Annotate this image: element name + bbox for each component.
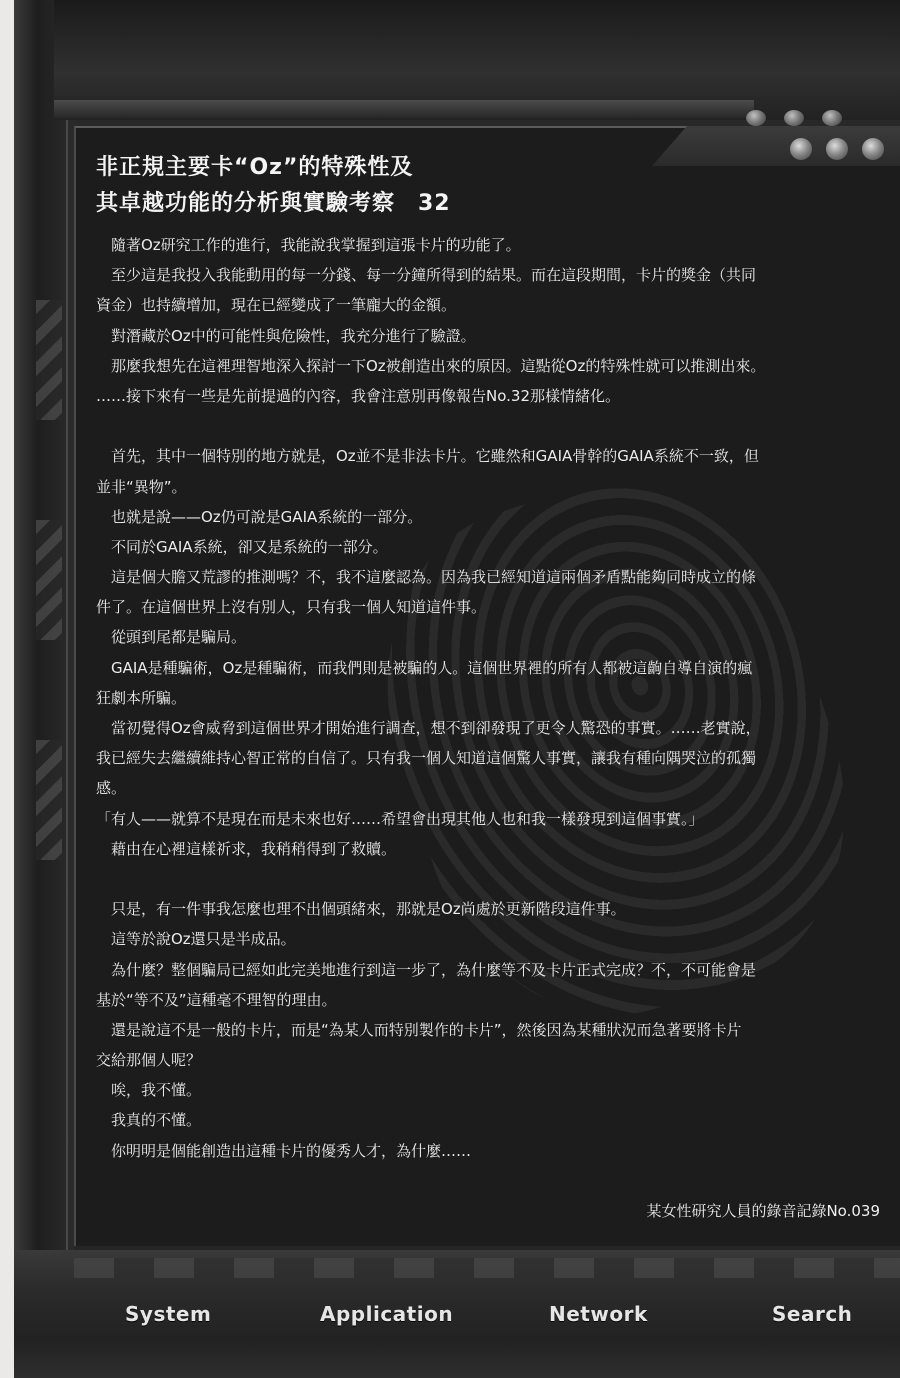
header-bevel	[54, 100, 754, 118]
paragraph-line: 我已經失去繼續維持心智正常的自信了。只有我一個人知道這個驚人事實，讓我有種向隅哭泣的孤獨	[96, 749, 757, 768]
decorative-stripe	[36, 520, 62, 640]
nav-search-button[interactable]: Search	[772, 1302, 853, 1326]
paragraph-line: 對潛藏於Oz中的可能性與危險性，我充分進行了驗證。	[96, 326, 476, 345]
indicator-light-icon	[790, 138, 812, 160]
indicator-light-icon	[826, 138, 848, 160]
paragraph-gap	[96, 864, 896, 894]
paragraph-line: 隨著Oz研究工作的進行，我能說我掌握到這張卡片的功能了。	[96, 236, 521, 254]
paragraph-line: 「有人——就算不是現在而是未來也好……希望會出現其他人也和我一樣發現到這個事實。」	[96, 809, 704, 828]
paragraph-line: 當初覺得Oz會威脅到這個世界才開始進行調查，想不到卻發現了更令人驚恐的事實。……老實說，	[96, 719, 761, 737]
body-text	[96, 230, 896, 1166]
paragraph-line: 只是，有一件事我怎麼也理不出個頭緒來，那就是Oz尚處於更新階段這件事。	[96, 900, 626, 919]
spine-line	[66, 0, 68, 1378]
page	[14, 0, 900, 1378]
indicator-light-icon	[746, 110, 766, 126]
paragraph-line: 件了。在這個世界上沒有別人，只有我一個人知道這件事。	[96, 598, 487, 617]
paragraph-line: 不同於GAIA系統，卻又是系統的一部分。	[96, 537, 388, 556]
paragraph-line: 唉，我不懂。	[96, 1081, 202, 1100]
nav-system-button[interactable]: System	[125, 1302, 212, 1326]
decorative-stripe	[36, 740, 62, 860]
nav-network-button[interactable]: Network	[549, 1302, 648, 1326]
page-title-line-2: 其卓越功能的分析與實驗考察 32	[96, 191, 451, 216]
indicator-light-icon	[862, 138, 884, 160]
signature: 某女性研究人員的錄音記錄No.039	[646, 1202, 880, 1220]
paragraph-line: 藉由在心裡這樣祈求，我稍稍得到了救贖。	[96, 839, 397, 858]
paragraph-line: 狂劇本所騙。	[96, 688, 187, 707]
paragraph-line: 為什麼？整個騙局已經如此完美地進行到這一步了，為什麼等不及卡片正式完成？不，不可能會是	[96, 960, 757, 979]
paragraph-line: 這等於說Oz還只是半成品。	[96, 930, 296, 949]
bottom-ridge	[74, 1258, 900, 1278]
paragraph-line: 這是個大膽又荒謬的推測嗎？不，我不這麼認為。因為我已經知道這兩個矛盾點能夠同時成立的條	[96, 568, 757, 587]
paragraph-line: 你明明是個能創造出這種卡片的優秀人才，為什麼……	[96, 1141, 472, 1160]
paragraph-line: 我真的不懂。	[96, 1111, 202, 1130]
paragraph-line: 也就是說——Oz仍可說是GAIA系統的一部分。	[96, 507, 423, 526]
indicator-light-icon	[822, 110, 842, 126]
paragraph-line: 至少這是我投入我能動用的每一分錢、每一分鐘所得到的結果。而在這段期間，卡片的獎金（共同	[96, 266, 757, 285]
paragraph-line: GAIA是種騙術，Oz是種騙術，而我們則是被騙的人。這個世界裡的所有人都被這齣自導自演的瘋	[96, 658, 753, 677]
spine	[14, 0, 74, 1378]
paragraph-gap	[96, 411, 896, 441]
paragraph-line: 還是說這不是一般的卡片，而是“為某人而特別製作的卡片”，然後因為某種狀況而急著要將卡片	[96, 1020, 742, 1039]
page-title-line-1: 非正規主要卡“Oz”的特殊性及	[96, 155, 414, 180]
paragraph-line: 資金）也持續增加，現在已經變成了一筆龐大的金額。	[96, 296, 457, 315]
paragraph-line: 感。	[96, 779, 127, 798]
paragraph-line: 從頭到尾都是騙局。	[96, 628, 247, 647]
paragraph-line: 那麼我想先在這裡理智地深入探討一下Oz被創造出來的原因。這點從Oz的特殊性就可以推測出來。	[96, 356, 766, 375]
decorative-stripe	[36, 300, 62, 420]
nav-application-button[interactable]: Application	[320, 1302, 454, 1326]
paragraph-line: 並非“異物”。	[96, 477, 187, 496]
paragraph-line: ……接下來有一些是先前提過的內容，我會注意別再像報告No.32那樣情緒化。	[96, 386, 620, 405]
paragraph-line: 基於“等不及”這種毫不理智的理由。	[96, 990, 337, 1009]
paragraph-line: 交給那個人呢？	[96, 1051, 202, 1070]
indicator-light-icon	[784, 110, 804, 126]
paragraph-line: 首先，其中一個特別的地方就是，Oz並不是非法卡片。它雖然和GAIA骨幹的GAIA系統不一致，但	[96, 447, 759, 466]
